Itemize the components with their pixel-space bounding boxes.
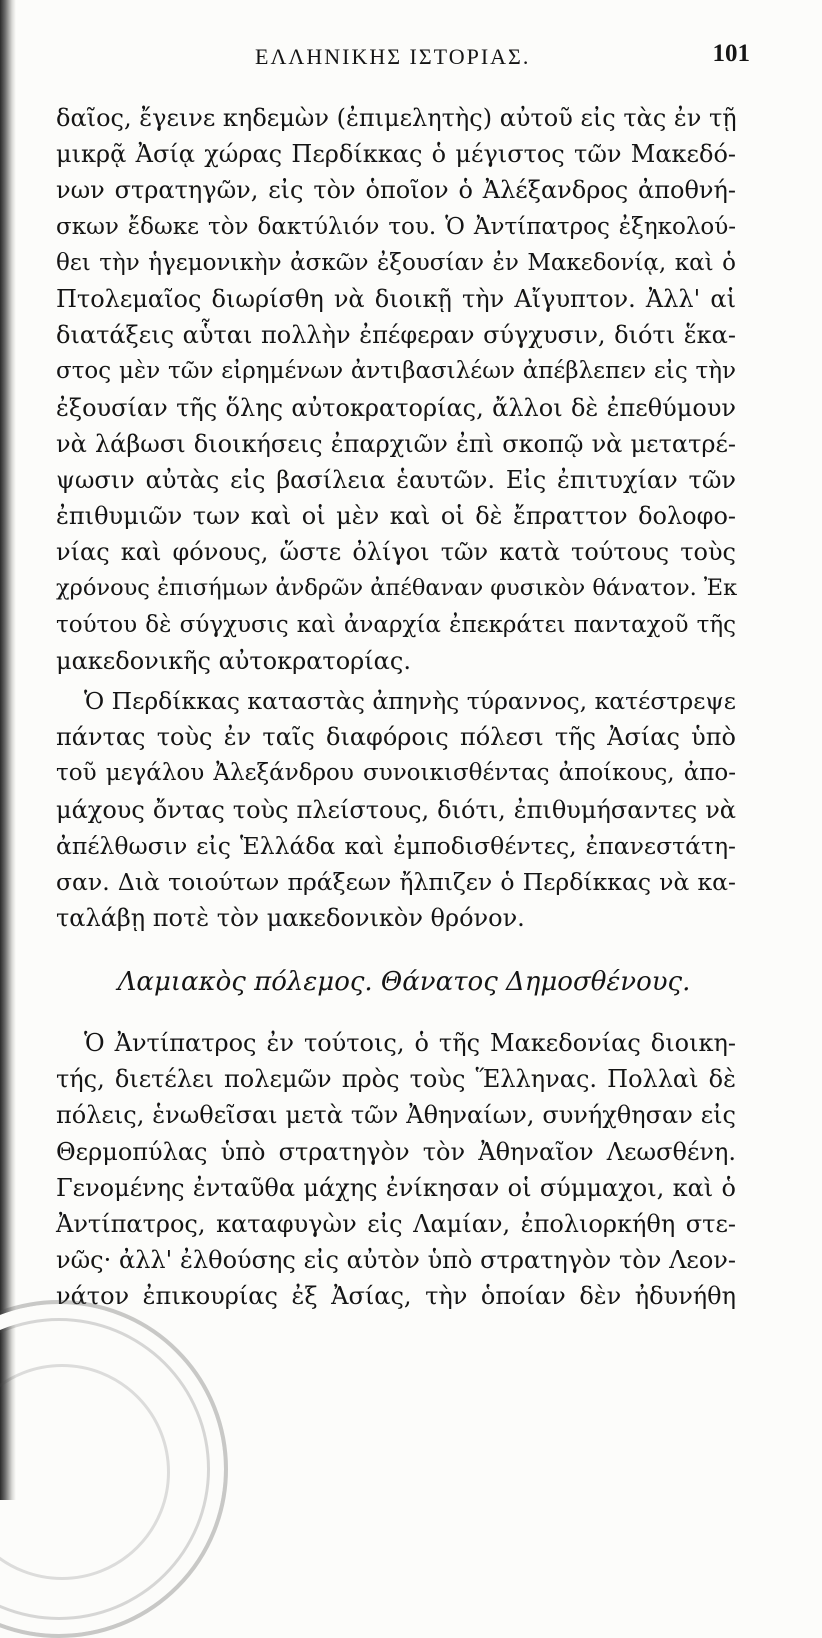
- library-stamp-inner-ring: [0, 1364, 170, 1580]
- text-line: στος μὲν τῶν εἰρημένων ἀντιβασιλέων ἀπέβλεπεν εἰς τὴν: [56, 358, 736, 385]
- text-line: ἐξουσίαν τῆς ὅλης αὐτοκρατορίας, ἄλλοι δὲ ἐπεθύμουν: [56, 393, 736, 422]
- text-line: μακεδονικῆς αὐτοκρατορίας.: [56, 646, 411, 675]
- paragraph-2: [56, 683, 736, 936]
- section-heading: Λαμιακὸς πόλεμος. Θάνατος Δημοσθένους.: [117, 967, 691, 997]
- running-head: ΕΛΛΗΝΙΚΗΣ ΙΣΤΟΡΙΑΣ.: [255, 44, 531, 69]
- text-line: δαῖος, ἔγεινε κηδεμὼν (ἐπιμελητὴς) αὐτοῦ εἰς τὰς ἐν τῇ: [56, 104, 737, 132]
- text-line: πάντας τοὺς ἐν ταῖς διαφόροις πόλεσι τῆς Ἀσίας ὑπὸ: [56, 723, 736, 752]
- text-line: νὰ λάβωσι διοικήσεις ἐπαρχιῶν ἐπὶ σκοπῷ νὰ μετατρέ-: [56, 429, 736, 458]
- page-number: 101: [712, 40, 750, 67]
- text-line: διατάξεις αὗται πολλὴν ἐπέφεραν σύγχυσιν, διότι ἕκα-: [56, 321, 736, 350]
- text-line: νῶς· ἀλλ' ἐλθούσης εἰς αὐτὸν ὑπὸ στρατηγὸν τὸν Λεον-: [56, 1246, 736, 1275]
- text-line: ἀπέλθωσιν εἰς Ἑλλάδα καὶ ἐμποδισθέντες, ἐπανεστάτη-: [56, 831, 736, 860]
- page-header: [60, 40, 750, 80]
- text-line: τοῦ μεγάλου Ἀλεξάνδρου συνοικισθέντας ἀποίκους, ἀπο-: [56, 760, 736, 787]
- text-line: τούτου δὲ σύγχυσις καὶ ἀναρχία ἐπεκράτει πανταχοῦ τῆς: [56, 611, 736, 638]
- text-line: σκων ἔδωκε τὸν δακτύλιόν του. Ὁ Ἀντίπατρος ἐξηκολού-: [56, 213, 736, 240]
- text-line: Γενομένης ἐνταῦθα μάχης ἐνίκησαν οἱ σύμμαχοι, καὶ ὁ: [56, 1173, 736, 1202]
- page-binding-edge: [0, 0, 16, 1500]
- text-line: σαν. Διὰ τοιούτων πράξεων ἤλπιζεν ὁ Περδίκκας νὰ κα-: [56, 867, 736, 896]
- text-line: Ἀντίπατρος, καταφυγὼν εἰς Λαμίαν, ἐπολιορκήθη στε-: [56, 1209, 736, 1238]
- text-line: Ὁ Ἀντίπατρος ἐν τούτοις, ὁ τῆς Μακεδονίας διοικη-: [84, 1029, 736, 1057]
- text-line: νίας καὶ φόνους, ὥστε ὀλίγοι τῶν κατὰ τούτους τοὺς: [56, 538, 736, 567]
- text-line: θει τὴν ἡγεμονικὴν ἀσκῶν ἐξουσίαν ἐν Μακεδονίᾳ, καὶ ὁ: [56, 249, 736, 276]
- text-line: νάτον ἐπικουρίας ἐξ Ἀσίας, τὴν ὁποίαν δὲν ἠδυνήθη: [56, 1282, 736, 1311]
- text-line: Θερμοπύλας ὑπὸ στρατηγὸν τὸν Ἀθηναῖον Λεωσθένη.: [56, 1137, 736, 1166]
- text-line: μάχους ὄντας τοὺς πλείστους, διότι, ἐπιθυμήσαντες νὰ: [56, 795, 736, 824]
- text-line: Ὁ Περδίκκας καταστὰς ἀπηνὴς τύραννος, κατέστρεψε: [84, 687, 736, 715]
- text-line: ψωσιν αὐτὰς εἰς βασίλεια ἑαυτῶν. Εἰς ἐπιτυχίαν τῶν: [56, 465, 736, 494]
- text-line: τής, διετέλει πολεμῶν πρὸς τοὺς Ἕλληνας. Πολλαὶ δὲ: [56, 1065, 736, 1094]
- text-line: πόλεις, ἑνωθεῖσαι μετὰ τῶν Ἀθηναίων, συνήχθησαν εἰς: [56, 1101, 736, 1130]
- text-line: Πτολεμαῖος διωρίσθη νὰ διοικῇ τὴν Αἴγυπτον. Ἀλλ' αἱ: [56, 284, 736, 313]
- library-stamp: [0, 1300, 228, 1638]
- paragraph-3: [56, 1025, 736, 1315]
- text-line: ταλάβῃ ποτὲ τὸν μακεδονικὸν θρόνον.: [56, 904, 525, 933]
- text-line: μικρᾷ Ἀσίᾳ χώρας Περδίκκας ὁ μέγιστος τῶν Μακεδό-: [56, 140, 736, 169]
- text-line: νων στρατηγῶν, εἰς τὸν ὁποῖον ὁ Ἀλέξανδρος ἀποθνή-: [56, 176, 736, 205]
- text-line: χρόνους ἐπισήμων ἀνδρῶν ἀπέθαναν φυσικὸν θάνατον. Ἐκ: [56, 575, 738, 602]
- text-line: ἐπιθυμιῶν των καὶ οἱ μὲν καὶ οἱ δὲ ἔπραττον δολοφο-: [56, 502, 736, 531]
- paragraph-1: [56, 100, 736, 679]
